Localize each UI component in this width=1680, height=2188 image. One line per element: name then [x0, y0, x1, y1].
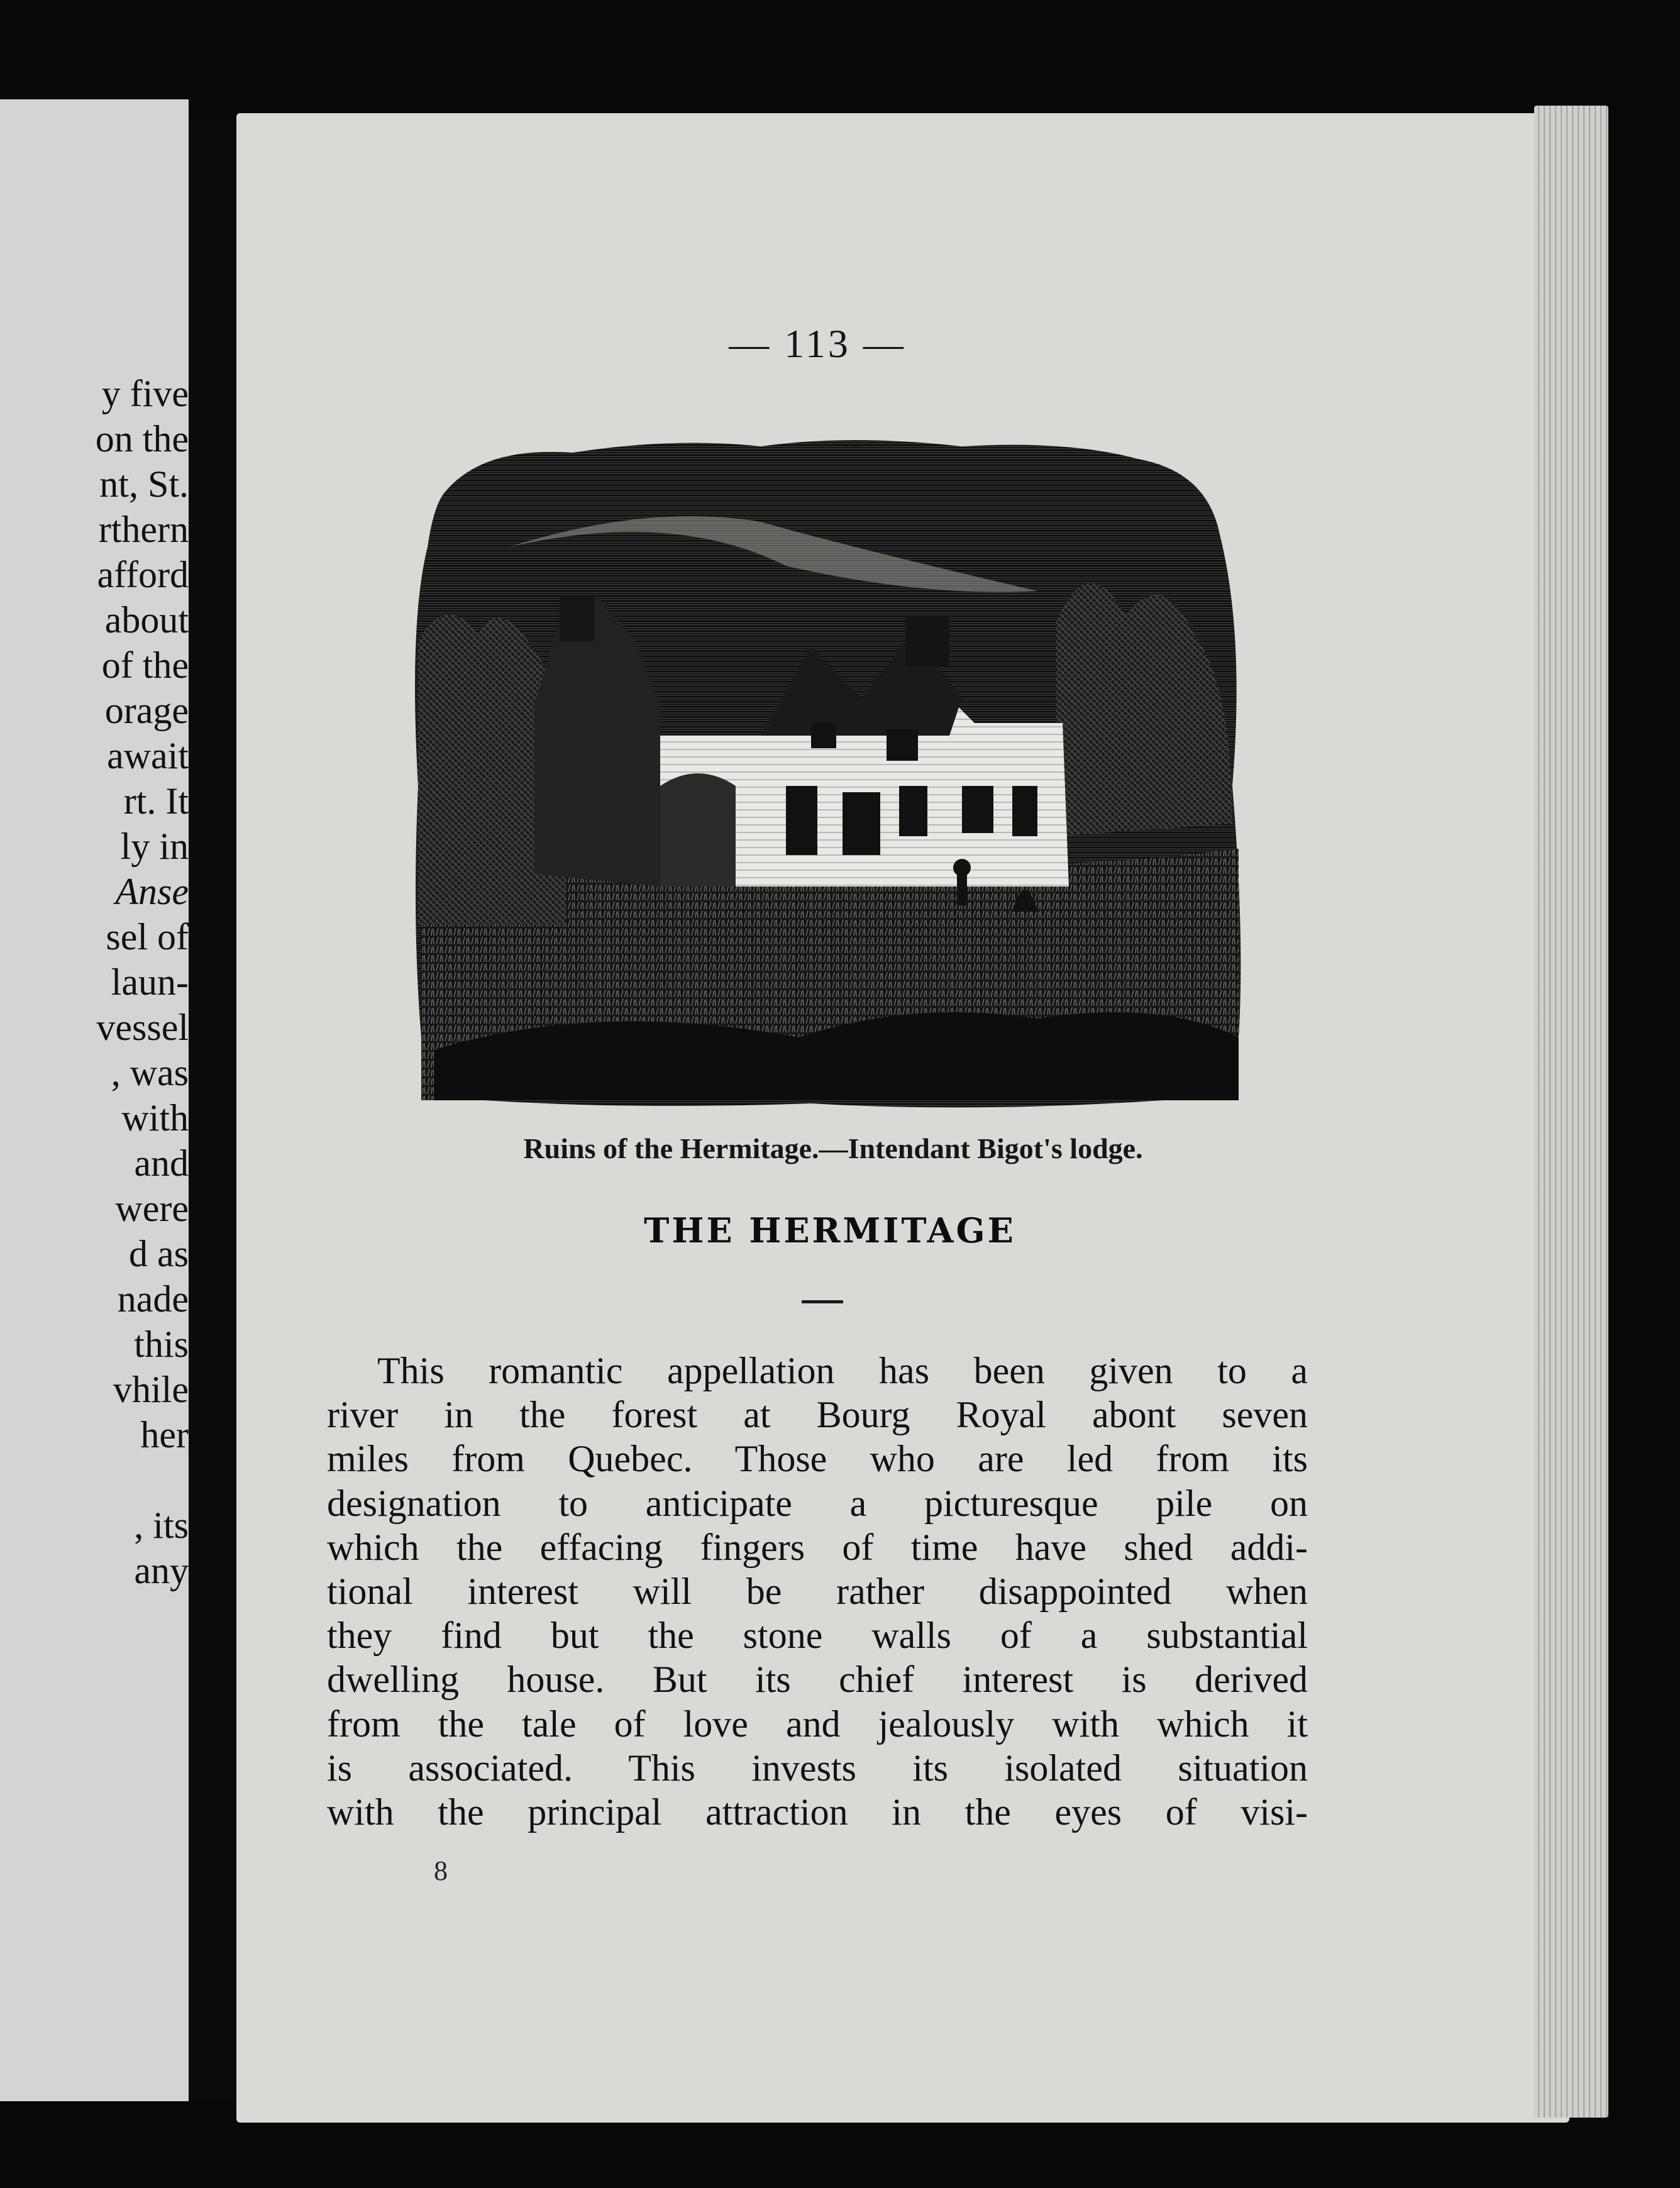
illustration-caption: Ruins of the Hermitage.—Intendant Bigot's lodge.	[523, 1132, 1143, 1164]
left-text-line: , was	[111, 1052, 189, 1093]
left-text-line: vhile	[113, 1369, 189, 1410]
left-page	[0, 99, 189, 2101]
left-text-line: orage	[104, 690, 189, 731]
body-line: miles from Quebec. Those who are led from its	[327, 1438, 1308, 1480]
body-line: designation to anticipate a picturesque pile on	[327, 1482, 1308, 1524]
left-text-line: await	[107, 735, 189, 776]
body-line: which the effacing fingers of time have shed addi-	[327, 1526, 1308, 1568]
page-edge	[1534, 106, 1608, 2118]
left-text-line: ly in	[120, 826, 189, 867]
body-line: dwelling house. But its chief interest is derived	[327, 1659, 1308, 1701]
left-text-line: rthern	[98, 509, 189, 550]
body-line: river in the forest at Bourg Royal abont seven	[327, 1394, 1308, 1436]
page-number: — 113 —	[729, 321, 906, 366]
left-text-line: laun-	[111, 961, 189, 1003]
hermitage-engraving	[409, 434, 1251, 1113]
signature-mark: 8	[434, 1855, 448, 1886]
left-text-line: of the	[101, 644, 189, 686]
body-line: from the tale of love and jealously with which it	[327, 1703, 1308, 1745]
left-text-line: on the	[95, 418, 189, 460]
left-text-line: afford	[97, 554, 189, 595]
left-text-line: rt. It	[123, 780, 189, 822]
left-text-line: about	[104, 599, 189, 641]
book-gutter	[189, 119, 236, 2100]
left-text-line: nade	[117, 1278, 189, 1320]
left-text-line: with	[121, 1097, 189, 1139]
left-text-line: were	[115, 1188, 189, 1229]
left-text-line: and	[134, 1142, 189, 1184]
left-text-line: any	[134, 1550, 189, 1591]
section-rule	[802, 1300, 843, 1303]
left-text-line: Anse	[115, 871, 189, 912]
left-text-line: , its	[134, 1505, 189, 1546]
body-line: tional interest will be rather disappointed when	[327, 1571, 1308, 1613]
body-paragraph	[327, 1349, 1308, 1834]
left-text-line: y five	[101, 373, 189, 414]
left-text-line: nt, St.	[99, 463, 189, 505]
body-line: is associated. This invests its isolated situation	[327, 1747, 1308, 1789]
section-title: THE HERMITAGE	[644, 1210, 1016, 1251]
left-text-line: this	[134, 1323, 189, 1365]
left-text-line: sel of	[106, 916, 189, 958]
left-text-line: her	[140, 1414, 189, 1456]
left-text-line: vessel	[96, 1007, 189, 1048]
body-line: they find but the stone walls of a substantial	[327, 1615, 1308, 1657]
body-line: with the principal attraction in the eyes of visi-	[327, 1791, 1308, 1833]
body-line: This romantic appellation has been given to a	[377, 1350, 1308, 1391]
left-text-line: d as	[129, 1233, 189, 1274]
